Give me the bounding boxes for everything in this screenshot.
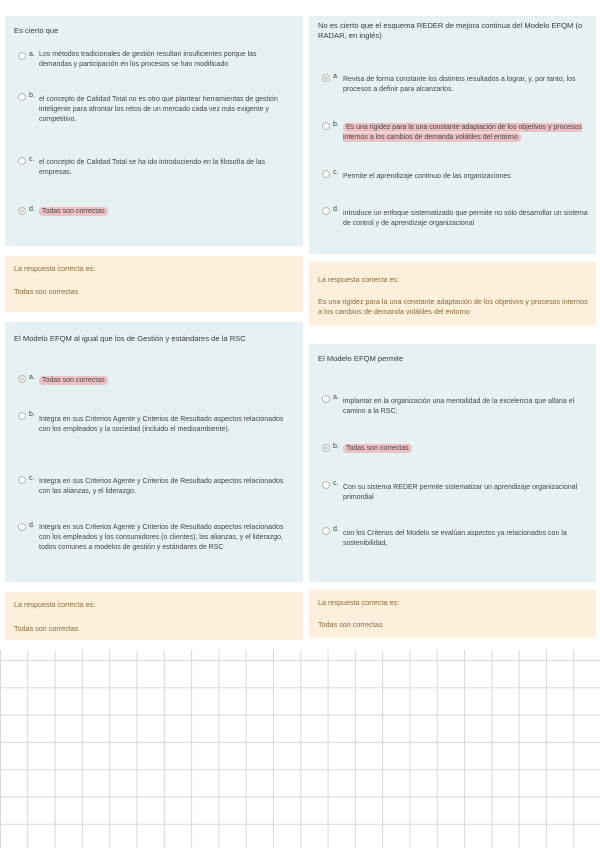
question-2-option-c[interactable]: c. Permite el aprendizaje continuo de las organizaciones <box>322 168 588 182</box>
radio-selected-icon[interactable] <box>322 444 330 452</box>
radio-selected-icon[interactable] <box>18 207 26 215</box>
question-4-feedback-title: La respuesta correcta es: <box>318 598 400 607</box>
question-1-feedback-title: La respuesta correcta es: <box>14 264 96 273</box>
question-2-option-a[interactable]: a. Revisa de forma constante los distintos resultados a lograr, y, por tanto, los procesos a definir para alcanzarlos. <box>322 72 588 95</box>
question-3-option-c[interactable]: c. Integra en sus Criterios Agente y Criterios de Resultado aspectos relacionados con las alianzas, y el liderazgo. <box>18 474 288 497</box>
question-4-option-d[interactable]: d. con los Criterios del Modelo se evalúan aspectos ya relacionados con la sostenibilidad, <box>322 525 588 549</box>
question-2-option-d[interactable]: d. introduce un enfoque sistematizado que permite no sólo desarrollar un sistema de control y de aprendizaje organizacional <box>322 205 588 229</box>
question-1-feedback-answer: Todas son correctas <box>14 287 79 296</box>
question-1-option-c[interactable]: c. el concepto de Calidad Total se ha ido introduciendo en la filosofía de las empresas. <box>18 155 288 178</box>
question-1-option-a[interactable]: a. Los métodos tradicionales de gestión resultan insuficientes porque las demandas y participación en los procesos se han modificado <box>18 50 288 70</box>
question-4-text: El Modelo EFQM permite <box>318 354 404 363</box>
radio-icon[interactable] <box>322 481 330 489</box>
selected-answer-highlight: Todas son correctas <box>343 444 412 453</box>
question-1-option-d[interactable]: d. Todas son correctas <box>18 205 288 217</box>
question-3-feedback-title: La respuesta correcta es: <box>14 600 96 609</box>
question-2-feedback-title: La respuesta correcta es: <box>318 275 400 284</box>
question-4-option-c[interactable]: c. Con su sistema REDER permite sistematizar un aprendizaje organizacional primordial <box>322 479 588 503</box>
question-3-option-a[interactable]: a. Todas son correctas <box>18 373 288 386</box>
radio-selected-icon[interactable] <box>18 375 26 383</box>
question-4-option-b[interactable]: b. Todas son correctas <box>322 442 588 454</box>
selected-answer-highlight: Todas son correctas <box>39 376 108 385</box>
radio-selected-icon[interactable] <box>322 74 330 82</box>
radio-icon[interactable] <box>322 395 330 403</box>
radio-icon[interactable] <box>18 476 26 484</box>
question-2-option-b[interactable]: b. Es una rigidez para la una constante adaptación de los objetivos y procesos internos a los cambios de demanda volátiles del entorno <box>322 120 588 143</box>
radio-icon[interactable] <box>18 523 26 531</box>
radio-icon[interactable] <box>322 527 330 535</box>
radio-icon[interactable] <box>322 122 330 130</box>
radio-icon[interactable] <box>18 93 26 101</box>
question-4-feedback-answer: Todas son correctas <box>318 620 383 629</box>
radio-icon[interactable] <box>322 207 330 215</box>
question-3-text: El Modelo EFQM al igual que los de Gestión y estándares de la RSC <box>14 334 246 343</box>
radio-icon[interactable] <box>18 157 26 165</box>
radio-icon[interactable] <box>322 170 330 178</box>
question-3-option-b[interactable]: b. Integra en sus Criterios Agente y Criterios de Resultado aspectos relacionados con los empleados y la sociedad (incluido el medioambiente). <box>18 410 288 435</box>
question-1-option-b[interactable]: b. el concepto de Calidad Total no es otro que plantear herramientas de gestión inteligente para afrontar los retos de un mercado cada vez más exigente y competitivo. <box>18 91 288 125</box>
radio-icon[interactable] <box>18 52 26 60</box>
question-2-text: No es cierto que el esquema REDER de mejora continua del Modelo EFQM (o RADAR, en inglés) <box>318 21 583 40</box>
question-3-option-d[interactable]: d. Integra en sus Criterios Agente y Criterios de Resultado aspectos relacionados con los empleados y los consumidores (o clientes), las alianzas, y el liderazgo, todos comunes a modelos de gestión y estándares de RSC <box>18 521 288 553</box>
question-2-feedback-answer: Es una rigidez para la una constante adaptación de los objetivos y procesos internos a los cambios de demanda volátiles del entorno <box>318 297 588 316</box>
question-4-option-a[interactable]: a. implantar en la organización una mentalidad de la excelencia que allana el camino a la RSC; <box>322 393 588 417</box>
question-3-feedback-answer: Todas son correctas <box>14 624 79 633</box>
selected-answer-highlight: Es una rigidez para la una constante adaptación de los objetivos y procesos internos a los cambios de demanda volátiles del entorno <box>343 124 582 141</box>
selected-answer-highlight: Todas son correctas <box>39 207 108 216</box>
radio-icon[interactable] <box>18 412 26 420</box>
question-1-text: Es cierto que <box>14 26 59 35</box>
